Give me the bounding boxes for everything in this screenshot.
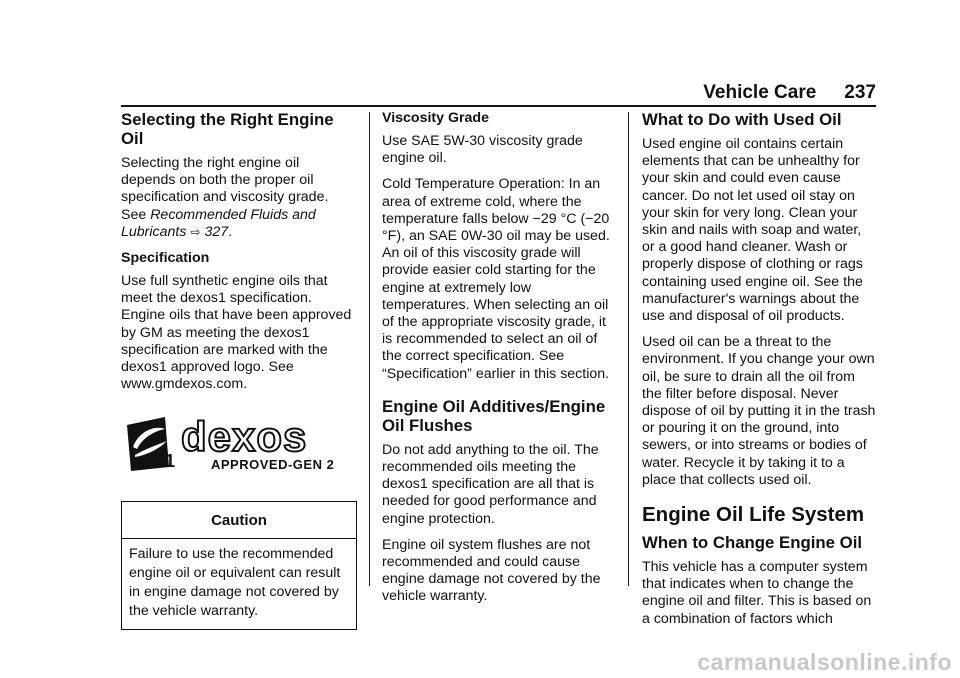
subheading-viscosity: Viscosity Grade bbox=[382, 110, 489, 126]
section-heading-used-oil: What to Do with Used Oil bbox=[642, 110, 842, 129]
column-1 bbox=[121, 110, 357, 630]
xref-link[interactable]: Recommended Fluids and Lubricants bbox=[121, 206, 316, 240]
column-2 bbox=[382, 110, 614, 615]
specification-paragraph: Use full synthetic engine oils that meet the dexos1 specification. Engine oils that have been approved by GM as meeting the dexos1 specification are marked with the dexos1 approved logo. See www.gmdexos.com. bbox=[121, 273, 352, 393]
used-oil-paragraph-1: Used engine oil contains certain elements that can be unhealthy for your skin and could even cause cancer. Do not let used oil stay on your skin for very long. Clean your skin and nails with soap and water, or a good hand cleaner. Wash or properly dispose of clothing or rags containing used engine oil. See the manufacturer's warnings about the use and disposal of oil products. bbox=[642, 136, 863, 325]
logo-wordmark: dexos bbox=[181, 413, 308, 461]
column-divider bbox=[369, 112, 370, 586]
additives-paragraph-2: Engine oil system flushes are not recommended and could cause engine damage not covered by the vehicle warranty. bbox=[382, 536, 601, 605]
when-to-change-paragraph: This vehicle has a computer system that indicates when to change the engine oil and filter. This is based on a combination of factors which bbox=[642, 559, 872, 627]
section-title: Vehicle Care bbox=[703, 82, 817, 103]
subheading-specification: Specification bbox=[121, 250, 210, 267]
column-3 bbox=[642, 110, 876, 637]
used-oil-paragraph-2: Used oil can be a threat to the environment. If you change your own oil, be sure to drain all the oil from the filter before disposal. Never dispose of oil by putting it in the trash or pouring it on the ground, into sewers, or into streams or bodies of water. Recycle it by taking it to a place that collects used oil. bbox=[642, 334, 876, 488]
viscosity-paragraph-2: Cold Temperature Operation: In an area of extreme cold, where the temperature falls below −29 °C (−20 °F), an SAE 0W-30 oil may be used. An oil of this viscosity grade will provide easier cold starting for the engine at extremely low temperatures. When selecting an oil of the appropriate viscosity grade, it is recommended to select an oil of the correct specification. See “Specification” earlier in this section. bbox=[382, 176, 610, 382]
page-header bbox=[703, 82, 876, 104]
page-number: 237 bbox=[844, 82, 876, 103]
caution-text: Failure to use the recommended engine oil or equivalent can result in engine damage not covered by the vehicle warranty. bbox=[129, 545, 341, 619]
xref-page[interactable]: 327 bbox=[204, 223, 229, 240]
dexos-logo bbox=[125, 413, 357, 473]
watermark: carmanualsonline.info bbox=[697, 649, 952, 675]
viscosity-paragraph-1: Use SAE 5W-30 viscosity grade engine oil. bbox=[382, 133, 583, 167]
logo-caption: APPROVED-GEN 2 bbox=[211, 457, 335, 473]
logo-number: 1 bbox=[165, 451, 176, 472]
dexos-logo-image bbox=[125, 411, 357, 475]
caution-title: Caution bbox=[122, 502, 356, 538]
section-heading-oil-life: Engine Oil Life System bbox=[642, 503, 865, 527]
page-ref-icon: ⇨ bbox=[190, 224, 201, 239]
header-rule bbox=[121, 105, 876, 107]
subheading-when-to-change: When to Change Engine Oil bbox=[642, 533, 863, 553]
section-heading-additives: Engine Oil Additives/Engine Oil Flushes bbox=[382, 396, 606, 435]
column-divider bbox=[628, 112, 629, 586]
section-heading: Selecting the Right Engine Oil bbox=[121, 110, 334, 148]
caution-box bbox=[121, 501, 357, 629]
intro-paragraph: Selecting the right engine oil depends on both the proper oil specification and viscosity grade. See Recommended Fluids and Lubricants ⇨ 327. bbox=[121, 155, 329, 240]
additives-paragraph-1: Do not add anything to the oil. The recommended oils meeting the dexos1 specification are all that is needed for good performance and engine protection. bbox=[382, 441, 599, 527]
